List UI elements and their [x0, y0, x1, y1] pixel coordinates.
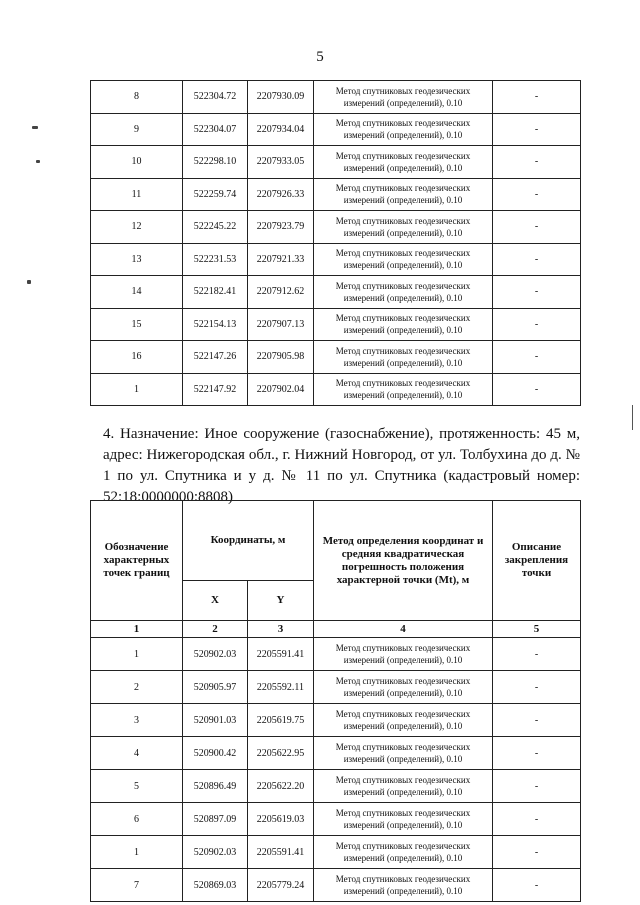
y-coordinate-cell: 2207933.05 [248, 146, 314, 179]
x-coordinate-cell: 522147.92 [183, 373, 248, 406]
page-number: 5 [316, 49, 324, 65]
y-coordinate-cell: 2207912.62 [248, 276, 314, 309]
header-coordinates: Координаты, м [183, 501, 314, 581]
x-coordinate-cell: 520901.03 [183, 704, 248, 737]
y-coordinate-cell: 2207930.09 [248, 81, 314, 114]
header-designation: Обозначение характерных точек границ [91, 501, 183, 621]
method-cell [314, 803, 493, 836]
x-coordinate-cell: 522259.74 [183, 178, 248, 211]
method-line: измерений (определений), 0.10 [343, 787, 463, 797]
method-line: измерений (определений), 0.10 [343, 820, 463, 830]
scan-artifact [32, 126, 38, 129]
method-line: измерений (определений), 0.10 [343, 754, 463, 764]
table-row [91, 704, 581, 737]
fixing-description-cell: - [493, 671, 581, 704]
y-coordinate-cell: 2205592.11 [248, 671, 314, 704]
fixing-description-cell: - [493, 113, 581, 146]
method-line: Метод спутниковых геодезических [335, 874, 471, 884]
fixing-description-cell: - [493, 146, 581, 179]
y-coordinate-cell: 2207921.33 [248, 243, 314, 276]
y-coordinate-cell: 2205622.20 [248, 770, 314, 803]
method-cell [314, 373, 493, 406]
point-number-cell: 12 [91, 211, 183, 244]
table-body [91, 638, 581, 902]
method-line: Метод спутниковых геодезических [335, 775, 471, 785]
coordinates-table-continued [90, 80, 581, 406]
point-number-cell: 1 [91, 638, 183, 671]
x-coordinate-cell: 522182.41 [183, 276, 248, 309]
fixing-description-cell: - [493, 373, 581, 406]
method-line: Метод спутниковых геодезических [335, 742, 471, 752]
column-index-5: 5 [493, 621, 581, 638]
point-number-cell: 3 [91, 704, 183, 737]
fixing-description-cell: - [493, 211, 581, 244]
table-row [91, 146, 581, 179]
point-number-cell: 9 [91, 113, 183, 146]
fixing-description-cell: - [493, 178, 581, 211]
point-number-cell: 14 [91, 276, 183, 309]
method-cell [314, 211, 493, 244]
x-coordinate-cell: 520902.03 [183, 836, 248, 869]
method-line: Метод спутниковых геодезических [335, 150, 471, 161]
point-number-cell: 1 [91, 373, 183, 406]
table-row [91, 671, 581, 704]
method-cell [314, 638, 493, 671]
x-coordinate-cell: 522147.26 [183, 341, 248, 374]
method-line: измерений (определений), 0.10 [343, 260, 463, 271]
y-coordinate-cell: 2205622.95 [248, 737, 314, 770]
y-coordinate-cell: 2205591.41 [248, 836, 314, 869]
x-coordinate-cell: 522231.53 [183, 243, 248, 276]
point-number-cell: 13 [91, 243, 183, 276]
x-coordinate-cell: 520900.42 [183, 737, 248, 770]
table-row [91, 836, 581, 869]
method-line: измерений (определений), 0.10 [343, 721, 463, 731]
x-coordinate-cell: 522304.72 [183, 81, 248, 114]
table-row [91, 770, 581, 803]
method-line: измерений (определений), 0.10 [343, 390, 463, 401]
method-cell [314, 81, 493, 114]
fixing-description-cell: - [493, 308, 581, 341]
y-coordinate-cell: 2205619.03 [248, 803, 314, 836]
method-line: Метод спутниковых геодезических [335, 215, 471, 226]
scan-edge-line [632, 405, 633, 430]
y-coordinate-cell: 2207905.98 [248, 341, 314, 374]
point-number-cell: 4 [91, 737, 183, 770]
fixing-description-cell: - [493, 836, 581, 869]
table-row [91, 81, 581, 114]
point-number-cell: 7 [91, 869, 183, 902]
method-cell [314, 308, 493, 341]
x-coordinate-cell: 520869.03 [183, 869, 248, 902]
x-coordinate-cell: 520897.09 [183, 803, 248, 836]
table-row [91, 113, 581, 146]
method-line: измерений (определений), 0.10 [343, 655, 463, 665]
method-cell [314, 869, 493, 902]
method-line: измерений (определений), 0.10 [343, 886, 463, 896]
table-row [91, 638, 581, 671]
point-number-cell: 5 [91, 770, 183, 803]
table-row [91, 869, 581, 902]
y-coordinate-cell: 2207926.33 [248, 178, 314, 211]
coordinates-table [90, 500, 581, 902]
point-number-cell: 15 [91, 308, 183, 341]
method-line: Метод спутниковых геодезических [335, 676, 471, 686]
y-coordinate-cell: 2207934.04 [248, 113, 314, 146]
method-cell [314, 671, 493, 704]
method-line: Метод спутниковых геодезических [335, 378, 471, 389]
point-number-cell: 2 [91, 671, 183, 704]
x-coordinate-cell: 522154.13 [183, 308, 248, 341]
fixing-description-cell: - [493, 81, 581, 114]
header-x: X [183, 581, 248, 621]
x-coordinate-cell: 520896.49 [183, 770, 248, 803]
fixing-description-cell: - [493, 243, 581, 276]
method-cell [314, 243, 493, 276]
method-line: Метод спутниковых геодезических [335, 85, 471, 96]
table-row [91, 178, 581, 211]
method-line: измерений (определений), 0.10 [343, 195, 463, 206]
method-cell [314, 770, 493, 803]
method-line: Метод спутниковых геодезических [335, 248, 471, 259]
y-coordinate-cell: 2207907.13 [248, 308, 314, 341]
y-coordinate-cell: 2205619.75 [248, 704, 314, 737]
table-row [91, 341, 581, 374]
method-line: измерений (определений), 0.10 [343, 325, 463, 336]
method-line: Метод спутниковых геодезических [335, 118, 471, 129]
point-number-cell: 16 [91, 341, 183, 374]
method-line: Метод спутниковых геодезических [335, 345, 471, 356]
method-line: измерений (определений), 0.10 [343, 853, 463, 863]
method-line: Метод спутниковых геодезических [335, 808, 471, 818]
table-row [91, 803, 581, 836]
x-coordinate-cell: 520905.97 [183, 671, 248, 704]
method-line: измерений (определений), 0.10 [343, 292, 463, 303]
x-coordinate-cell: 522304.07 [183, 113, 248, 146]
method-line: Метод спутниковых геодезических [335, 643, 471, 653]
method-cell [314, 178, 493, 211]
header-description: Описание закрепления точки [493, 501, 581, 621]
point-number-cell: 6 [91, 803, 183, 836]
method-cell [314, 836, 493, 869]
column-index-3: 3 [248, 621, 314, 638]
method-line: измерений (определений), 0.10 [343, 688, 463, 698]
method-cell [314, 146, 493, 179]
method-cell [314, 704, 493, 737]
y-coordinate-cell: 2207902.04 [248, 373, 314, 406]
table-body [91, 81, 581, 406]
point-number-cell: 10 [91, 146, 183, 179]
column-index-1: 1 [91, 621, 183, 638]
column-index-2: 2 [183, 621, 248, 638]
method-line: измерений (определений), 0.10 [343, 130, 463, 141]
fixing-description-cell: - [493, 276, 581, 309]
column-index-4: 4 [314, 621, 493, 638]
method-line: измерений (определений), 0.10 [343, 357, 463, 368]
method-line: измерений (определений), 0.10 [343, 162, 463, 173]
table-row [91, 737, 581, 770]
point-number-cell: 8 [91, 81, 183, 114]
header-y: Y [248, 581, 314, 621]
table-row [91, 308, 581, 341]
y-coordinate-cell: 2205591.41 [248, 638, 314, 671]
table-row [91, 243, 581, 276]
method-line: Метод спутниковых геодезических [335, 709, 471, 719]
scan-artifact [27, 280, 31, 284]
point-number-cell: 11 [91, 178, 183, 211]
y-coordinate-cell: 2207923.79 [248, 211, 314, 244]
method-line: измерений (определений), 0.10 [343, 97, 463, 108]
structure-description-paragraph: 4. Назначение: Иное сооружение (газоснабжение), протяженность: 45 м, адрес: Нижегородская обл., г. Нижний Новгород, от ул. Толбухина до д. № 1 по ул. Спутника и у д. № 11 по ул. Спутника (кадастровый номер: 52:18:0000000:8808) [103, 426, 580, 505]
table-header [91, 501, 581, 638]
method-cell [314, 276, 493, 309]
x-coordinate-cell: 522298.10 [183, 146, 248, 179]
x-coordinate-cell: 522245.22 [183, 211, 248, 244]
table-row [91, 373, 581, 406]
fixing-description-cell: - [493, 803, 581, 836]
method-line: измерений (определений), 0.10 [343, 227, 463, 238]
method-line: Метод спутниковых геодезических [335, 841, 471, 851]
x-coordinate-cell: 520902.03 [183, 638, 248, 671]
method-line: Метод спутниковых геодезических [335, 183, 471, 194]
table-row [91, 276, 581, 309]
point-number-cell: 1 [91, 836, 183, 869]
table-row [91, 211, 581, 244]
fixing-description-cell: - [493, 341, 581, 374]
method-line: Метод спутниковых геодезических [335, 280, 471, 291]
y-coordinate-cell: 2205779.24 [248, 869, 314, 902]
method-line: Метод спутниковых геодезических [335, 313, 471, 324]
scan-artifact [36, 160, 40, 163]
method-cell [314, 737, 493, 770]
method-cell [314, 341, 493, 374]
fixing-description-cell: - [493, 737, 581, 770]
fixing-description-cell: - [493, 770, 581, 803]
fixing-description-cell: - [493, 704, 581, 737]
header-method: Метод определения координат и средняя квадратическая погрешность положения характерной точки (Mt), м [314, 501, 493, 621]
fixing-description-cell: - [493, 638, 581, 671]
fixing-description-cell: - [493, 869, 581, 902]
method-cell [314, 113, 493, 146]
